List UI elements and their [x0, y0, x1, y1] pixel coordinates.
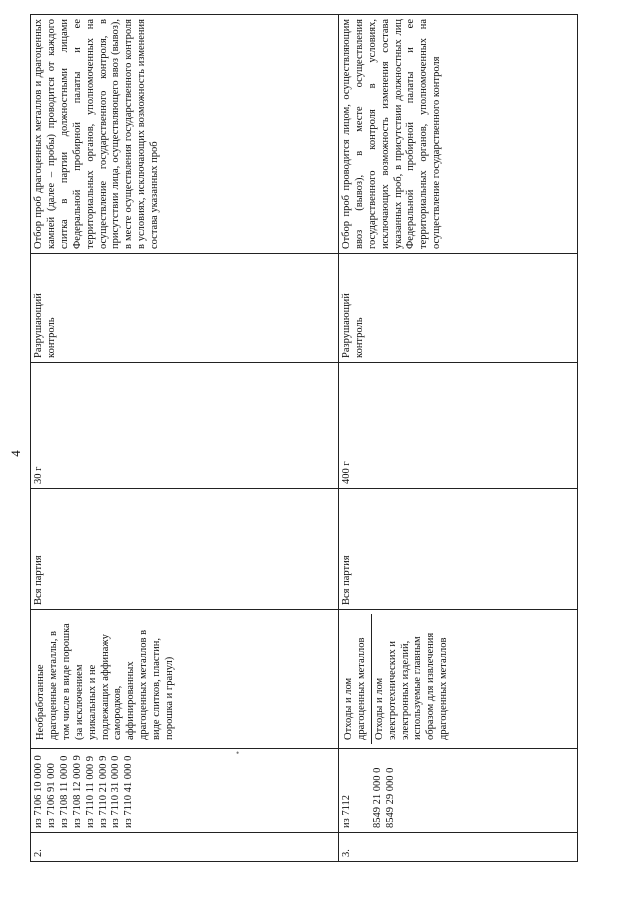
goods-name-text: Необработанные драгоценные металлы, в том числе в виде порошка (за исключением уникальных и не подлежащих аффинажу самородков, аффинированных драгоценных металлов в виде слитков, пластин, порошка и гранул) — [35, 623, 176, 740]
control-type: Разрушающий контроль — [338, 254, 577, 363]
code-line: из 7106 91 000 — [45, 763, 57, 828]
code-line: из 7110 41 000 0 — [123, 755, 135, 828]
goods-name — [338, 610, 577, 749]
control-type: Разрушающий контроль — [31, 254, 339, 363]
sampling-scope: Вся партия — [31, 489, 339, 610]
code-line: 8549 21 000 0 — [371, 767, 383, 828]
code-line: из 7108 12 000 9 — [71, 755, 83, 828]
table-row-2 — [31, 15, 339, 862]
code-line: из 7110 11 000 9 — [84, 756, 96, 828]
goods-name-text: Отходы и лом драгоценных металлов — [342, 637, 367, 740]
tn-ved-codes — [31, 749, 339, 833]
regulation-table — [30, 14, 578, 862]
sampling-procedure: Отбор проб драгоценных металлов и драгоценных камней (далее – пробы) проводится от каждого слитка в партии должностными лицами Федеральной пробирной палаты и ее территориальных органов, уполномоченных на осуществление государственного контроля, в присутствии лица, осуществляющего ввоз (вывоз), в месте осуществления государственного контроля в условиях, исключающих возможность изменения состава указанных проб — [31, 15, 339, 254]
code-line: из 7112 — [340, 794, 352, 828]
table-row-3 — [338, 15, 577, 862]
goods-name-text: Отходы и лом электротехнических и электронных изделий, используемые главным образом для извлечения драгоценных металлов — [371, 614, 453, 744]
tn-ved-codes — [338, 749, 577, 833]
code-line: 8549 29 000 0 — [384, 767, 396, 828]
code-line: из 7110 31 000 0 — [110, 755, 122, 828]
sample-mass: 30 г — [31, 363, 339, 489]
page-number: 4 — [8, 450, 23, 457]
sampling-procedure: Отбор проб проводится лицом, осуществляющим ввоз (вывоз), в месте осуществления государственного контроля в условиях, исключающих возможность изменения состава указанных проб, в присутствии должностных лиц Федеральной пробирной палаты и ее территориальных органов, уполномоченных на осуществление государственного контроля — [338, 15, 577, 254]
code-line: из 7106 10 000 0 — [33, 755, 44, 828]
sampling-scope: Вся партия — [338, 489, 577, 610]
sample-mass: 400 г — [338, 363, 577, 489]
code-line: из 7108 11 000 0 — [58, 755, 70, 828]
row-number: 3. — [338, 833, 577, 862]
goods-name — [31, 610, 339, 749]
scan-speck: • — [236, 748, 240, 758]
row-number: 2. — [31, 833, 339, 862]
code-line: из 7110 21 000 9 — [97, 755, 109, 828]
